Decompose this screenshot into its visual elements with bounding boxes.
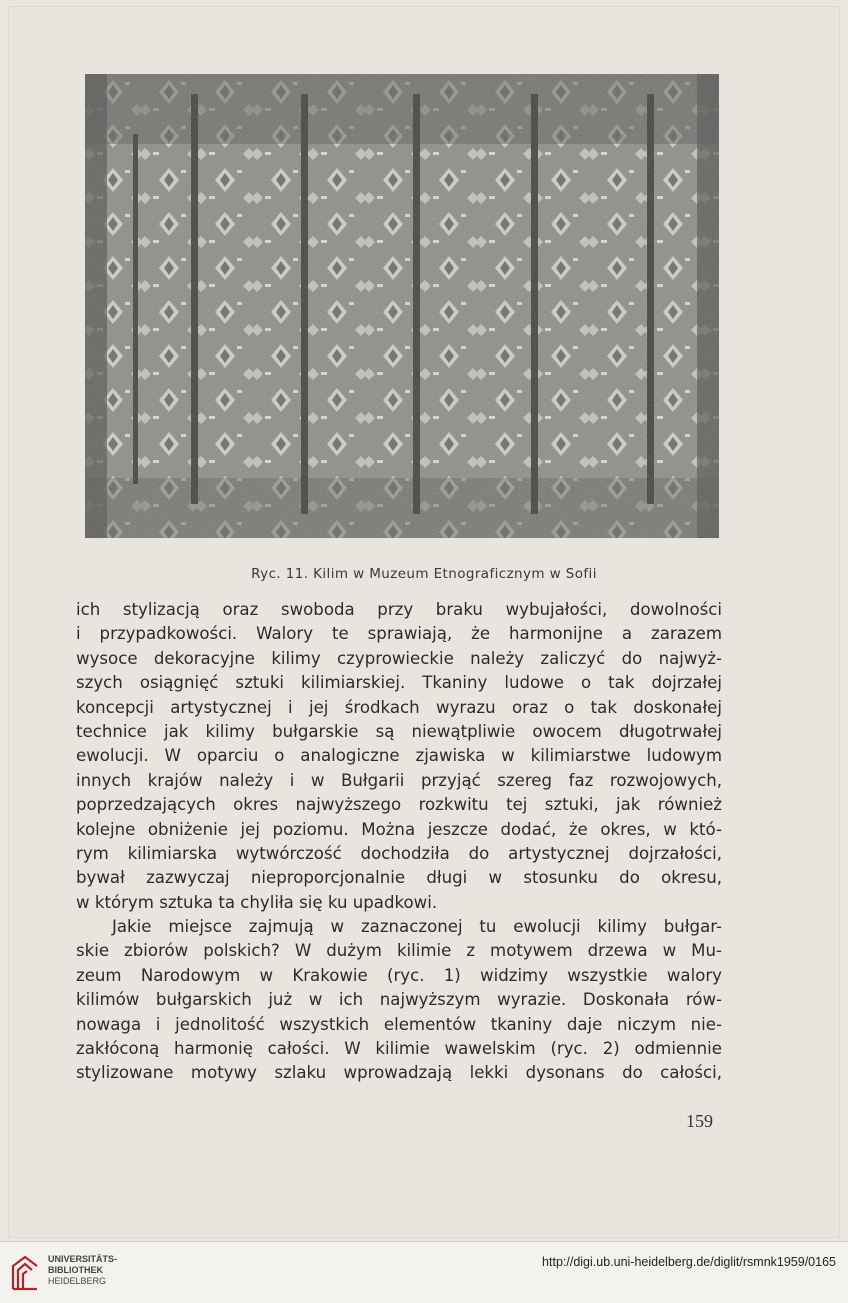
text-line: bywał zazwyczaj nieproporcjonalnie długi w stosunku do okresu,	[76, 868, 722, 888]
text-line: nowaga i jednolitość wszystkich elementów tkaniny daje niczym nie-	[76, 1014, 722, 1034]
library-name-line: HEIDELBERG	[48, 1276, 107, 1286]
text-line: Jakie miejsce zajmują w zaznaczonej tu ewolucji kilimy bułgar-	[112, 917, 722, 937]
permalink-url[interactable]: http://digi.ub.uni-heidelberg.de/diglit/rsmnk1959/0165	[542, 1255, 836, 1269]
text-line: kilimów bułgarskich już w ich najwyższym wyrazie. Doskonała rów-	[76, 990, 722, 1010]
library-name	[48, 1254, 117, 1287]
kilim-photograph	[85, 74, 719, 538]
text-line: technice jak kilimy bułgarskie są niewątpliwie owocem długotrwałej	[76, 721, 722, 741]
university-library-logo-icon[interactable]	[10, 1254, 40, 1292]
text-line: i przypadkowości. Walory te sprawiają, że harmonijne a zarazem	[76, 624, 722, 644]
text-line: stylizowane motywy szlaku wprowadzają lekki dysonans do całości,	[76, 1063, 722, 1083]
text-line: ich stylizacją oraz swoboda przy braku wybujałości, dowolności	[76, 600, 722, 619]
text-line: zakłóconą harmonię całości. W kilimie wawelskim (ryc. 2) odmiennie	[76, 1039, 722, 1059]
text-line: innych krajów należy i w Bułgarii przyjąć szereg faz rozwojowych,	[76, 770, 722, 790]
text-line: kolejne obniżenie jej poziomu. Można jeszcze dodać, że okres, w któ-	[76, 819, 722, 839]
library-name-line: UNIVERSITÄTS-	[48, 1254, 118, 1264]
text-line: wysoce dekoracyjne kilimy czyprowieckie należy zaliczyć do najwyż-	[76, 648, 722, 668]
text-line: skie zbiorów polskich? W dużym kilimie z motywem drzewa w Mu-	[76, 941, 722, 961]
digitization-footer	[0, 1241, 848, 1303]
body-text	[76, 598, 722, 1086]
text-line: szych osiągnięć sztuki kilimiarskiej. Tkaniny ludowe o tak dojrzałej	[76, 673, 722, 693]
figure-caption: Ryc. 11. Kilim w Muzeum Etnograficznym w Sofii	[251, 566, 597, 582]
library-name-line: BIBLIOTHEK	[48, 1265, 103, 1275]
text-line: poprzedzających okres najwyższego rozkwitu tej sztuki, jak również	[76, 795, 722, 815]
text-line: rym kilimiarska wytwórczość dochodziła do artystycznej dojrzałości,	[76, 843, 722, 863]
text-line: koncepcji artystycznej i jej środkach wyrazu oraz o tak doskonałej	[76, 697, 722, 717]
page-number: 159	[686, 1111, 713, 1131]
text-line: w którym sztuka ta chyliła się ku upadkowi.	[76, 892, 438, 912]
text-line: ewolucji. W oparciu o analogiczne zjawiska w kilimiarstwe ludowym	[76, 746, 722, 766]
text-line: zeum Narodowym w Krakowie (ryc. 1) widzimy wszystkie walory	[76, 965, 722, 985]
